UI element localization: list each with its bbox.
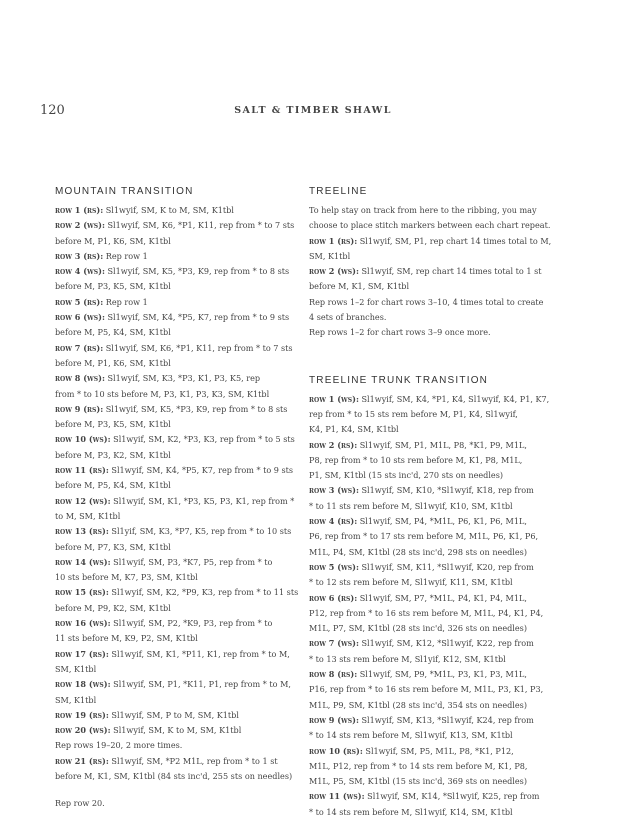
instruction-line [309,422,575,437]
instruction-line [309,805,575,820]
row-text: SM, K1tbl [55,694,97,705]
treeline-section [309,186,575,341]
row-text: M1L, P5, SM, K1tbl (15 sts inc'd, 369 sts on needles) [309,776,527,787]
row-label: row 9 (ws): [309,714,359,725]
row-text: * to 14 sts rem before M, Sl1wyif, K14, SM, K1tbl [309,806,513,817]
section-title-trunk-transition: TREELINE TRUNK TRANSITION [309,374,489,386]
instruction-row [55,677,321,692]
row-text: Rep rows 19–20, 2 more times. [55,740,183,751]
row-text: Rep row 1 [103,250,148,261]
row-text: SM, K1tbl [309,250,351,261]
row-text: Sl1wyif, SM, K6, *P1, K11, rep from * to 7 sts [104,220,295,231]
row-label: row 5 (ws): [309,561,359,572]
row-text: Sl1wyif, SM, K14, *Sl1wyif, K25, rep from [364,791,540,802]
instruction-line [309,295,575,310]
row-label: row 1 (rs): [55,205,104,215]
row-text: Sl1wyif, SM, P1, M1L, P8, *K1, P9, M1L, [357,439,527,450]
row-text: * to 13 sts rem before M, Sl1yif, K12, SM, K1tbl [309,653,506,664]
trunk-transition-section [309,375,575,820]
row-text: before M, P1, K6, SM, K1tbl [55,235,171,246]
row-text: choose to place stitch markers between each chart repeat. [309,220,551,231]
instruction-line [309,529,575,544]
instruction-row [55,708,321,723]
row-text: Sl1wyif, SM, *P2 M1L, rep from * to 1 st [108,755,278,766]
row-label: row 1 (rs): [309,235,358,246]
row-text: Sl1wyif, SM, P2, *K9, P3, rep from * to [110,618,273,629]
instruction-line [55,325,321,340]
row-text: before M, P3, K5, SM, K1tbl [55,281,171,292]
instruction-line [55,693,321,708]
section-title-treeline: TREELINE [309,186,368,197]
row-text: * to 14 sts rem before M, Sl1wyif, K13, SM, K1tbl [309,730,513,741]
instruction-line [55,279,321,294]
row-text: Sl1wyif, SM, K to M, SM, K1tbl [103,205,234,215]
row-label: row 14 (ws): [55,556,111,567]
row-label: row 7 (rs): [55,342,104,353]
instruction-line [55,631,321,646]
row-text: Rep rows 1–2 for chart rows 3–10, 4 times total to create [309,296,544,307]
instruction-row [55,616,321,631]
row-text: rep from * to 15 sts rem before M, P1, K4, Sl1wyif, [309,408,518,419]
instruction-row [309,438,575,453]
row-label: row 11 (ws): [309,791,365,802]
instruction-row [309,264,575,279]
row-text: before M, P5, K4, SM, K1tbl [55,327,171,338]
row-label: row 7 (ws): [309,638,359,649]
row-label: row 2 (ws): [309,266,359,277]
instruction-row [309,591,575,606]
row-text: Sl1wyif, SM, K4, *P1, K4, Sl1wyif, K4, P1, K7, [358,393,550,404]
instruction-row [309,560,575,575]
row-label: row 1 (ws): [309,393,359,404]
row-label: row 19 (rs): [55,709,109,720]
row-text: Sl1wyif, SM, P4, *M1L, P6, K1, P6, M1L, [357,516,527,527]
row-text: Sl1wyif, SM, K4, *P5, K7, rep from * to 9 sts [108,465,294,476]
instruction-row [309,713,575,728]
row-label: row 6 (rs): [309,592,358,603]
instruction-line [55,448,321,463]
row-text: P16, rep from * to 16 sts rem before M, M1L, P3, K1, P3, [309,684,544,695]
instruction-row [55,524,321,539]
row-label: row 18 (ws): [55,679,111,690]
instruction-line [309,218,575,233]
instruction-line [55,509,321,524]
row-text: Sl1wyif, SM, K2, *P3, K3, rep from * to 5 sts [110,434,295,445]
instruction-row [309,789,575,804]
row-text: SM, K1tbl [55,663,97,674]
row-text: P12, rep from * to 16 sts rem before M, M1L, P4, K1, P4, [309,607,544,618]
row-label: row 5 (rs): [55,296,104,307]
row-label: row 2 (rs): [309,439,358,450]
row-text: Sl1yif, SM, K3, *P7, K5, rep from * to 10 sts [108,526,292,537]
instruction-row [55,249,321,264]
instruction-row [309,392,575,407]
row-label: row 21 (rs): [55,755,109,766]
row-text: P1, SM, K1tbl (15 sts inc'd, 270 sts on needles) [309,470,504,481]
row-text: Sl1wyif, SM, P7, *M1L, P4, K1, P4, M1L, [357,592,527,603]
row-text: before M, P9, K2, SM, K1tbl [55,602,171,613]
row-text: Sl1wyif, SM, K12, *Sl1wyif, K22, rep from [358,638,534,649]
row-text: Sl1wyif, SM, K5, *P3, K9, rep from * to 8 sts [104,266,290,277]
instruction-line [55,738,321,753]
row-text: to M, SM, K1tbl [55,510,121,521]
row-text: Sl1wyif, SM, K11, *Sl1wyif, K20, rep from [358,561,534,572]
instruction-line [309,545,575,560]
instruction-line [55,601,321,616]
instruction-line [309,621,575,636]
instruction-line [309,652,575,667]
instruction-row [309,483,575,498]
instruction-row [309,667,575,682]
row-label: row 15 (rs): [55,587,109,598]
row-label: row 6 (ws): [55,312,105,323]
instruction-row [55,432,321,447]
row-text: Sl1wyif, SM, K13, *Sl1wyif, K24, rep from [358,714,534,725]
instruction-row [55,723,321,738]
instruction-row [55,555,321,570]
row-text: M1L, P7, SM, K1tbl (28 sts inc'd, 326 sts on needles) [309,623,527,634]
instruction-row [309,514,575,529]
section-title-mountain-transition: MOUNTAIN TRANSITION [55,186,194,197]
row-text: Sl1wyif, SM, K1, *P11, K1, rep from * to M, [108,648,290,659]
row-label: row 11 (rs): [55,465,109,476]
row-text: Sl1wyif, SM, P1, rep chart 14 times total to M, [357,235,552,246]
row-text: before M, P7, K3, SM, K1tbl [55,541,171,552]
row-text: Sl1wyif, SM, P5, M1L, P8, *K1, P12, [362,745,514,756]
instruction-line [309,728,575,743]
row-label: row 2 (ws): [55,220,105,231]
instruction-row [55,371,321,386]
instruction-line [309,499,575,514]
instruction-row [55,585,321,600]
row-text: before M, P5, K4, SM, K1tbl [55,480,171,491]
row-text: * to 12 sts rem before M, Sl1wyif, K11, SM, K1tbl [309,577,513,588]
instruction-row [309,744,575,759]
row-text: Sl1wyif, SM, K5, *P3, K9, rep from * to 8 sts [103,403,288,414]
row-label: row 4 (ws): [55,266,105,277]
instruction-line [309,249,575,264]
row-text: Sl1wyif, SM, P9, *M1L, P3, K1, P3, M1L, [357,669,527,680]
instruction-line [55,478,321,493]
row-text: Sl1wyif, SM, K3, *P3, K1, P3, K5, rep [104,373,261,384]
instruction-line [309,698,575,713]
mountain-footer-note: Rep row 20. [55,798,105,809]
instruction-row [55,754,321,769]
instruction-row [309,234,575,249]
row-text: Sl1wyif, SM, K to M, SM, K1tbl [110,725,242,736]
row-label: row 16 (ws): [55,618,111,629]
row-text: Sl1wyif, SM, K1, *P3, K5, P3, K1, rep from * [110,495,295,506]
instruction-row [309,636,575,651]
row-text: M1L, P4, SM, K1tbl (28 sts inc'd, 298 sts on needles) [309,546,527,557]
row-text: M1L, P9, SM, K1tbl (28 sts inc'd, 354 sts on needles) [309,699,527,710]
treeline-lines [309,203,575,341]
row-text: To help stay on track from here to the ribbing, you may [309,205,537,215]
row-text: Sl1wyif, SM, K10, *Sl1wyif, K18, rep from [358,485,534,496]
row-label: row 8 (ws): [55,373,105,384]
row-text: P8, rep from * to 10 sts rem before M, K1, P8, M1L, [309,454,523,465]
instruction-row [55,203,321,218]
running-title: SALT & TIMBER SHAWL [234,105,392,116]
instruction-line [309,682,575,697]
row-label: row 3 (rs): [55,250,104,261]
instruction-line [55,570,321,585]
row-text: before M, K1, SM, K1tbl [309,281,410,292]
row-label: row 3 (ws): [309,485,359,496]
instruction-line [309,453,575,468]
instruction-line [309,575,575,590]
row-text: before M, P3, K2, SM, K1tbl [55,449,171,460]
row-text: Sl1wyif, SM, P3, *K7, P5, rep from * to [110,556,273,567]
page-number: 120 [40,103,65,118]
row-text: 11 sts before M, K9, P2, SM, K1tbl [55,633,198,644]
mountain-transition-section [55,186,321,812]
row-text: Rep rows 1–2 for chart rows 3–9 once more. [309,327,491,338]
row-label: row 10 (rs): [309,745,363,756]
instruction-row [55,402,321,417]
row-text: K4, P1, K4, SM, K1tbl [309,424,399,435]
instruction-line [309,468,575,483]
instruction-row [55,218,321,233]
instruction-row [55,295,321,310]
instruction-line [55,234,321,249]
mountain-transition-lines [55,203,321,784]
instruction-line [309,310,575,325]
instruction-row [55,341,321,356]
instruction-row [55,264,321,279]
instruction-line [309,279,575,294]
row-text: P6, rep from * to 17 sts rem before M, M1L, P6, K1, P6, [309,531,539,542]
row-text: Sl1wyif, SM, K6, *P1, K11, rep from * to 7 sts [103,342,293,353]
row-text: Sl1wyif, SM, P to M, SM, K1tbl [108,709,239,720]
row-text: before M, P3, K5, SM, K1tbl [55,419,171,430]
instruction-line [55,356,321,371]
row-text: Rep row 1 [103,296,148,307]
instruction-line [309,606,575,621]
row-label: row 4 (rs): [309,516,358,527]
row-label: row 9 (rs): [55,403,104,414]
row-label: row 8 (rs): [309,669,358,680]
instruction-row [55,463,321,478]
row-text: Sl1wyif, SM, rep chart 14 times total to 1 st [358,266,542,277]
instruction-line [55,417,321,432]
instruction-row [55,494,321,509]
row-text: Sl1wyif, SM, K4, *P5, K7, rep from * to 9 sts [104,312,290,323]
row-label: row 20 (ws): [55,725,111,736]
row-text: 10 sts before M, K7, P3, SM, K1tbl [55,572,198,583]
instruction-line [55,387,321,402]
instruction-line [55,662,321,677]
instruction-row [55,647,321,662]
instruction-line [309,407,575,422]
row-text: Sl1wyif, SM, P1, *K11, P1, rep from * to M, [110,679,291,690]
row-text: from * to 10 sts before M, P3, K1, P3, K3, SM, K1tbl [55,388,270,399]
instruction-line [309,759,575,774]
instruction-line [55,540,321,555]
instruction-line [309,325,575,340]
row-text: M1L, P12, rep from * to 14 sts rem before M, K1, P8, [309,760,528,771]
row-text: Sl1wyif, SM, K2, *P9, K3, rep from * to 11 sts [108,587,299,598]
row-label: row 17 (rs): [55,648,109,659]
row-text: before M, K1, SM, K1tbl (84 sts inc'd, 255 sts on needles) [55,770,293,781]
instruction-line [309,203,575,218]
row-text: * to 11 sts rem before M, Sl1wyif, K10, SM, K1tbl [309,500,513,511]
instruction-line [55,769,321,784]
instruction-line [309,774,575,789]
instruction-row [55,310,321,325]
row-text: before M, P1, K6, SM, K1tbl [55,357,171,368]
trunk-transition-lines [309,392,575,820]
right-column [309,186,575,820]
row-label: row 10 (ws): [55,434,111,445]
row-text: 4 sets of branches. [309,312,387,323]
row-label: row 13 (rs): [55,526,109,537]
row-label: row 12 (ws): [55,495,111,506]
